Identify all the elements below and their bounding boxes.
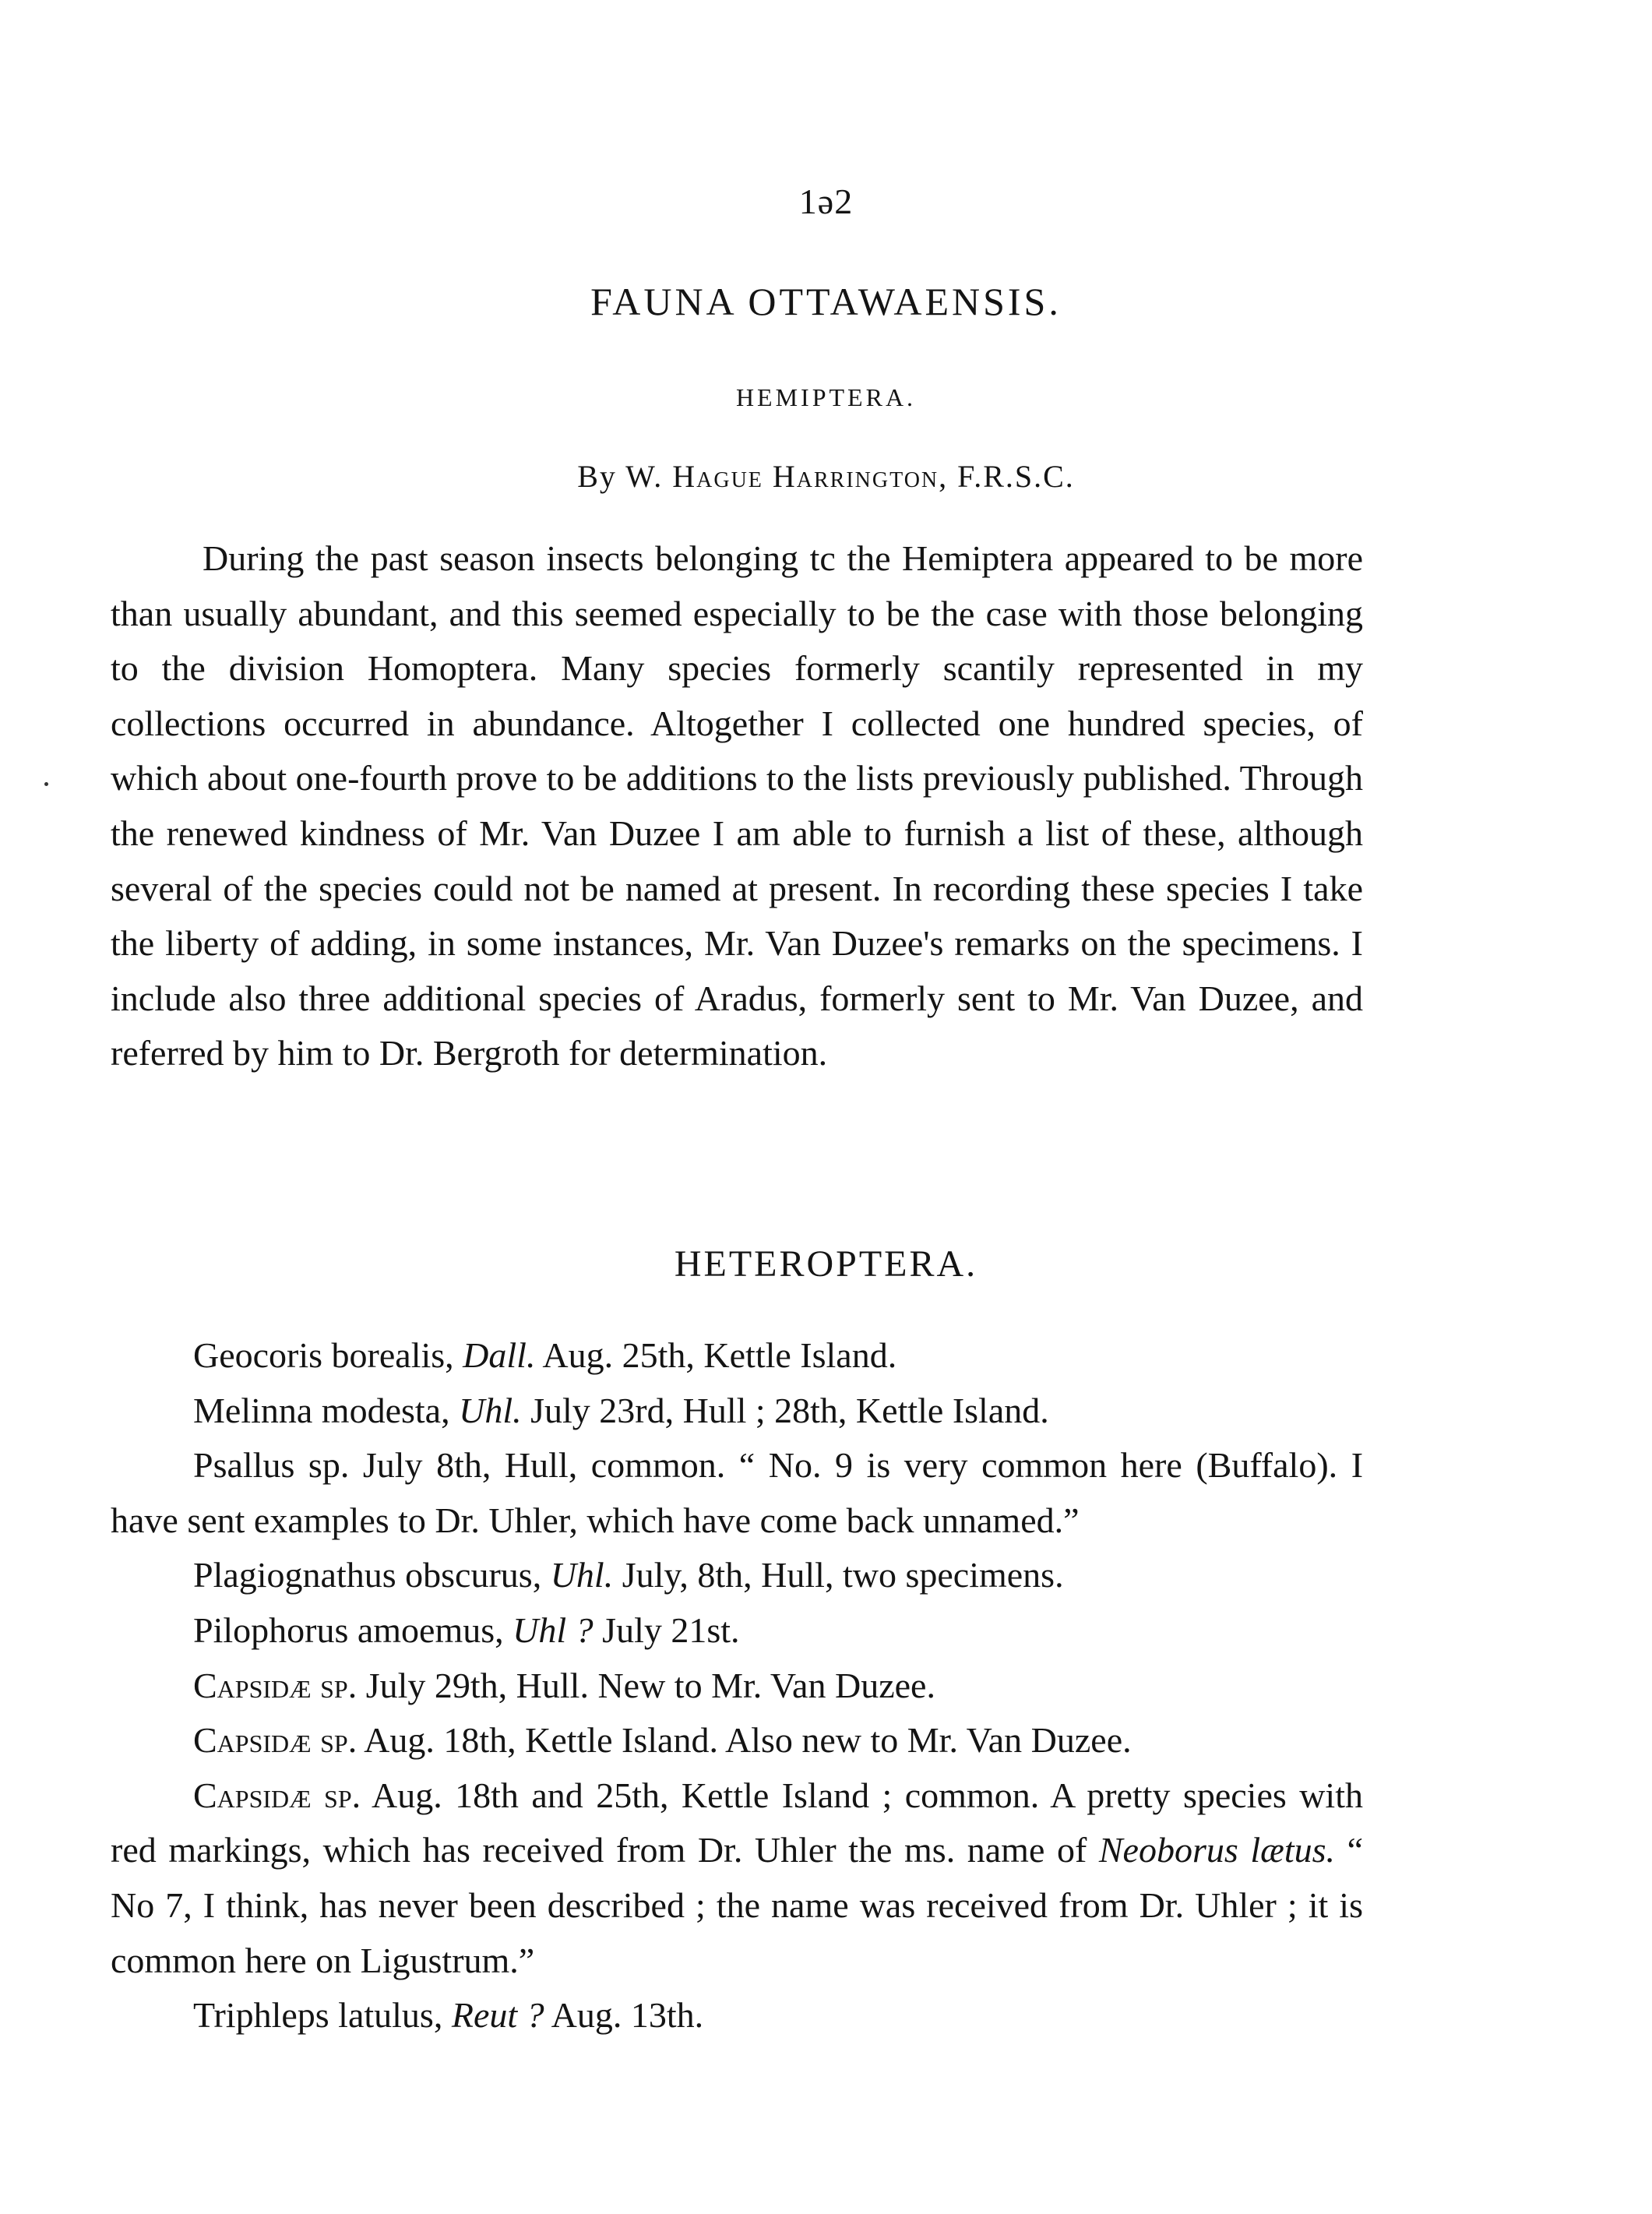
intro-paragraph: During the past season insects belonging tc the Hemiptera appeared to be more than usually abundant, and this seemed especially to be the case with those belonging to the division Homoptera. Many species formerly scantily represented in my collections occurred in abundance. Altogether I collected one hundred species, of which about one-fourth prove to be additions to the lists previously published. Through the renewed kindness of Mr. Van Duzee I am able to furnish a list of these, although several of the species could not be named at present. In recording these species I take the liberty of adding, in some instances, Mr. Van Duzee's remarks on the specimens. I include also three additional species of Aradus, formerly sent to Mr. Van Duzee, and referred by him to Dr. Bergroth for determination.: [111, 538, 1363, 1074]
species-entry: [111, 1768, 1363, 1988]
byline: [0, 458, 1652, 495]
species-name: Pilophorus amoemus,: [193, 1609, 513, 1650]
section-title: HEMIPTERA.: [735, 383, 917, 411]
species-notes: July, 8th, Hull, two specimens.: [613, 1555, 1064, 1595]
species-notes: Aug. 13th.: [544, 1995, 704, 2036]
species-entry: [111, 1659, 1363, 1714]
byline-suffix: , F.R.S.C.: [939, 459, 1075, 494]
species-authority: Uhl.: [459, 1390, 522, 1430]
species-authority: Uhl.: [550, 1555, 614, 1595]
stray-ink-mark: [44, 782, 48, 786]
species-notes: Aug. 18th, Kettle Island. Also new to Mr. Van Duzee.: [357, 1720, 1132, 1761]
species-notes: July 21st.: [593, 1609, 740, 1650]
species-name: Melinna modesta,: [193, 1390, 460, 1430]
byline-author: Hague Harrington: [672, 459, 939, 494]
journal-title: FAUNA OTTAWAENSIS.: [590, 280, 1062, 323]
species-authority: Uhl ?: [513, 1609, 594, 1650]
species-entry: [111, 1988, 1363, 2043]
species-name: Triphleps latulus,: [193, 1995, 452, 2036]
species-name: Psallus sp.: [193, 1445, 350, 1486]
species-entry: [111, 1713, 1363, 1768]
species-name: Capsidæ sp.: [193, 1720, 358, 1761]
species-entry: [111, 1603, 1363, 1659]
page-number: 1ə2: [798, 182, 854, 221]
species-authority: Dall.: [463, 1335, 536, 1375]
species-entry: [111, 1438, 1363, 1548]
species-name: Geocoris borealis,: [193, 1335, 463, 1375]
species-notes-continued: “ No 7, I think, has never been described ; the name was received from Dr. Uhler ; it is common here on Ligustrum.”: [111, 1830, 1364, 1980]
species-name: Capsidæ sp.: [193, 1665, 358, 1705]
species-ms-name: Neoborus lætus.: [1098, 1830, 1336, 1870]
species-name: Capsidæ sp.: [193, 1775, 361, 1815]
species-authority: Reut ?: [451, 1995, 544, 2036]
species-notes: July 23rd, Hull ; 28th, Kettle Island.: [521, 1390, 1049, 1430]
species-notes: July 29th, Hull. New to Mr. Van Duzee.: [357, 1665, 935, 1705]
species-entry: [111, 1328, 1363, 1384]
species-list: [111, 1328, 1363, 2043]
species-notes: Aug. 25th, Kettle Island.: [535, 1335, 897, 1375]
species-name: Plagiognathus obscurus,: [193, 1555, 551, 1595]
species-entry: [111, 1384, 1363, 1439]
species-notes: July 8th, Hull, common. “ No. 9 is very common here (Buffalo). I have sent examples to Dr. Uhler, which have come back unnamed.”: [111, 1445, 1364, 1540]
byline-prefix: By W.: [577, 459, 673, 494]
species-entry: [111, 1548, 1363, 1603]
heteroptera-heading: HETEROPTERA.: [674, 1243, 978, 1285]
species-notes: Aug. 18th and 25th, Kettle Island ; common. A pretty species with red markings, which has received from Dr. Uhler the ms. name of: [111, 1775, 1363, 1870]
